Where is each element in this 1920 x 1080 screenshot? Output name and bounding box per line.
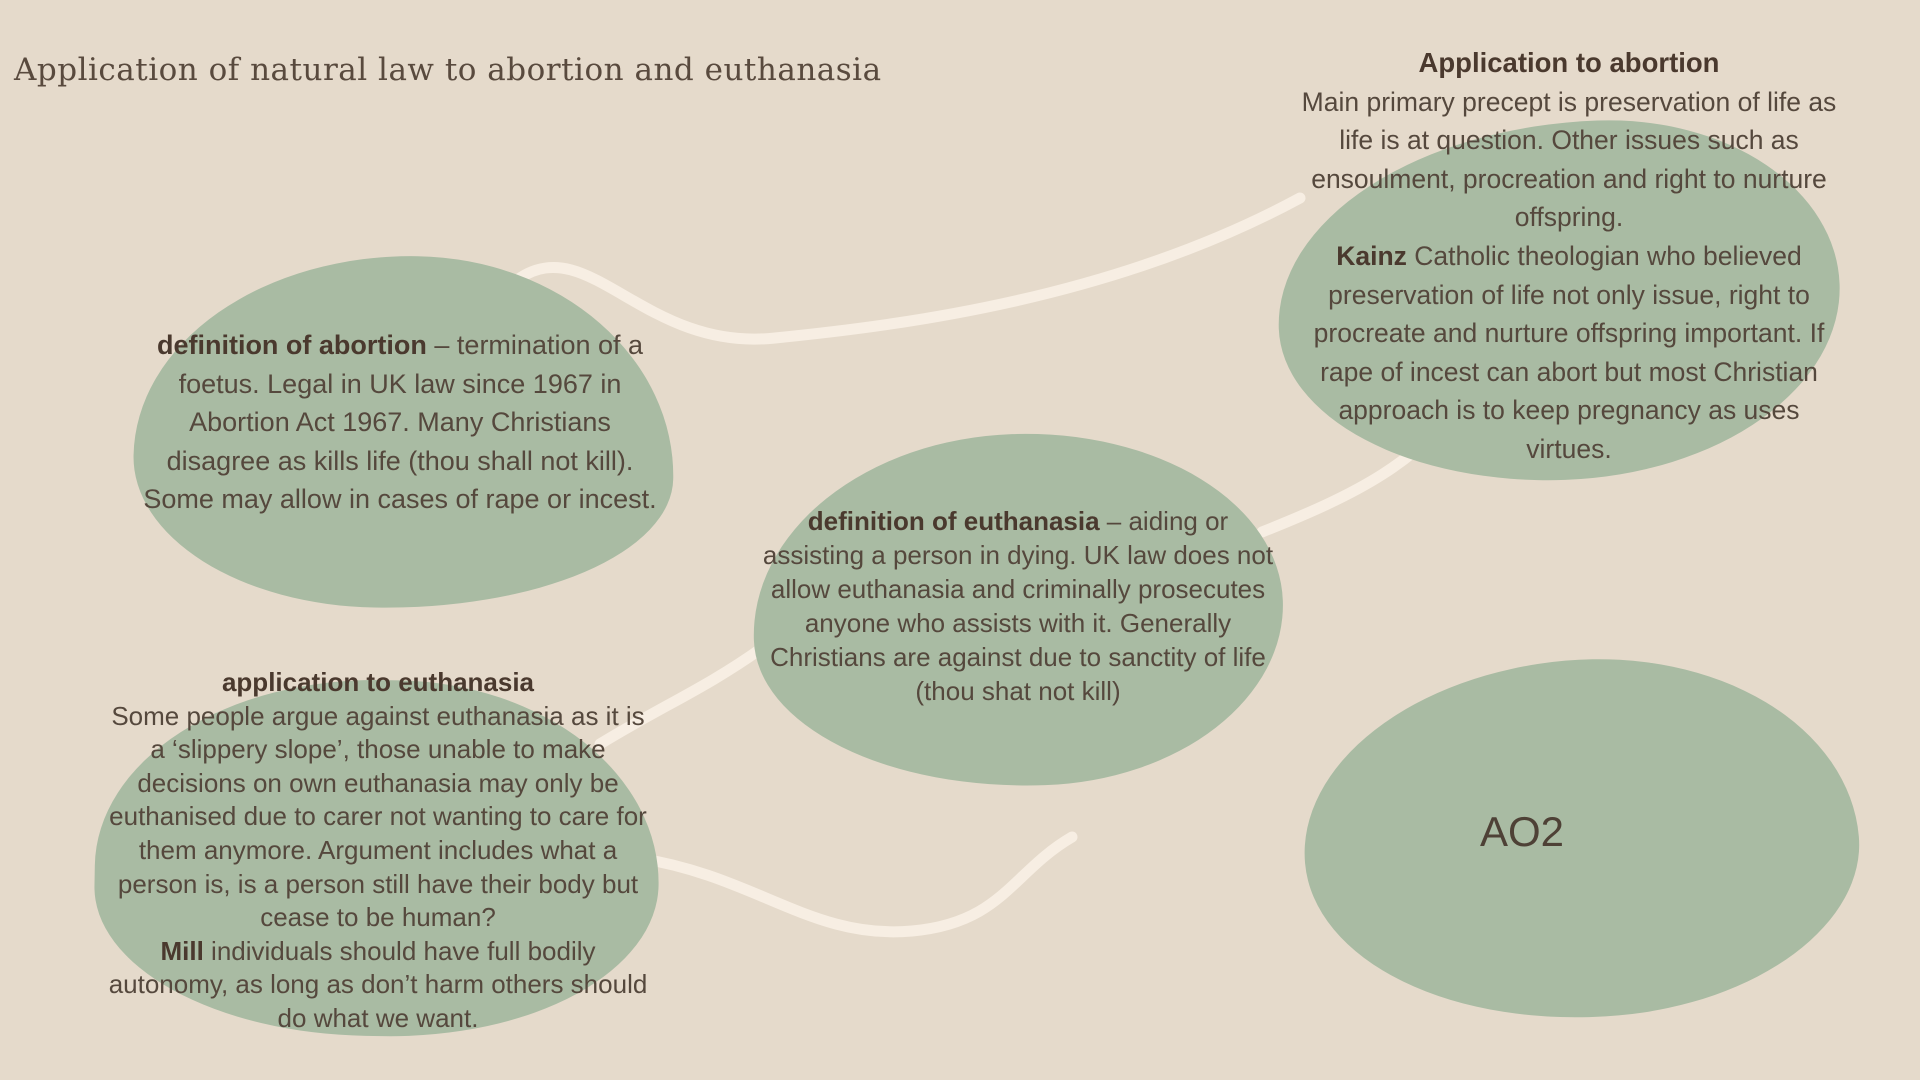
node-text-application-euthanasia: [106, 666, 650, 1036]
node-heading-definition-abortion: definition of abortion: [156, 330, 427, 360]
connector-defabortion-appabortion: [520, 198, 1300, 339]
node-text-definition-euthanasia: [760, 504, 1276, 708]
node-para1-application-euthanasia: Some people argue against euthanasia as it is a ‘slippery slope’, those unable to make decisions on own euthanasia may only be euthanised due to carer not wanting to care for them anymore. Argument includes what a person is, is a person still have their body but cease to be human?: [109, 700, 647, 933]
node-body-definition-abortion: – termination of a foetus. Legal in UK law since 1967 in Abortion Act 1967. Many Christians disagree as kills life (thou shall not kill). Some may allow in cases of rape or incest.: [143, 330, 657, 514]
node-heading-definition-euthanasia: definition of euthanasia: [807, 506, 1100, 536]
node-person-mill: Mill: [160, 935, 204, 966]
node-person-kainz: Kainz: [1336, 240, 1407, 271]
node-heading-application-euthanasia: application to euthanasia: [221, 667, 535, 697]
node-para2-application-euthanasia: [106, 935, 650, 1036]
node-body-definition-euthanasia: – aiding or assisting a person in dying. UK law does not allow euthanasia and criminally prosecutes anyone who assists with it. Generally Christians are against due to sanctity of life (thou shat not kill): [762, 506, 1274, 706]
node-para2-application-abortion: [1300, 237, 1838, 469]
page-title: Application of natural law to abortion and euthanasia: [14, 52, 882, 88]
node-para2-body-application-abortion: Catholic theologian who believed preservation of life not only issue, right to procreate and nurture offspring important. If rape of incest can abort but most Christian approach is to keep pregnancy as uses virtues.: [1313, 240, 1825, 464]
node-text-application-abortion: [1300, 44, 1838, 469]
node-para2-body-application-euthanasia: individuals should have full bodily autonomy, as long as don’t harm others should do what we want.: [108, 935, 648, 1033]
node-para1-application-abortion: Main primary precept is preservation of life as life is at question. Other issues such as ensoulment, procreation and right to nurture offspring.: [1301, 86, 1837, 233]
connector-appeuthanasia-ao2: [638, 837, 1072, 932]
node-text-ao2: AO2: [1479, 808, 1565, 855]
node-text-definition-abortion: [140, 326, 660, 519]
node-heading-application-abortion: Application to abortion: [1418, 47, 1720, 78]
